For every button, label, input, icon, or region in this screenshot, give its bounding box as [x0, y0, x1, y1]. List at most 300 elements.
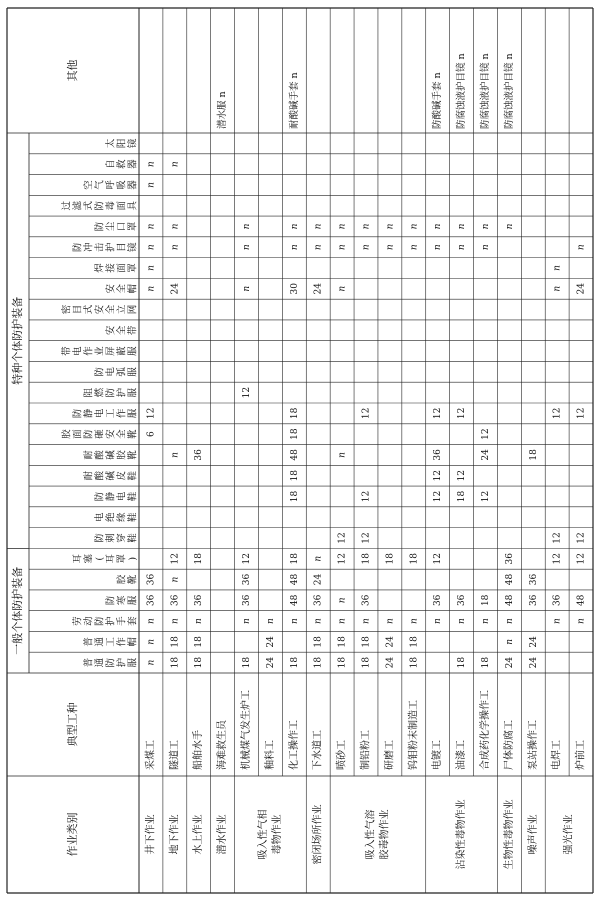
column-header-char: 塞: [83, 554, 95, 564]
column-header-char: 自: [105, 159, 117, 169]
quantity-value: 18: [194, 656, 205, 669]
quantity-value: 36: [146, 594, 157, 607]
mark-n: n: [146, 223, 157, 230]
column-header-char: 吸: [116, 180, 128, 190]
quantity-value: 12: [576, 553, 587, 565]
column-header-char: 防: [94, 367, 106, 377]
work-type-label: 钨钼粉末制造工: [408, 700, 420, 770]
column-header-char: 防: [105, 595, 117, 606]
column-header-char: 耳: [72, 554, 84, 564]
column-header-char: 穿: [116, 533, 128, 543]
column-header-char: 全: [116, 284, 128, 294]
column-header-char: 电: [116, 491, 128, 502]
column-header-char: 酸: [94, 450, 106, 460]
quantity-value: 12: [480, 428, 491, 440]
column-header-char: 靴: [127, 574, 139, 585]
mark-n: n: [552, 618, 563, 624]
quantity-value: 24: [528, 656, 539, 669]
quantity-value: 36: [194, 594, 205, 607]
mark-n: n: [409, 223, 420, 230]
quantity-value: 18: [289, 469, 300, 482]
mark-n: n: [576, 618, 587, 624]
mark-n: n: [242, 223, 253, 230]
quantity-value: 48: [289, 449, 300, 461]
quantity-value: 24: [504, 656, 515, 669]
quantity-value: 18: [337, 636, 348, 648]
column-header-char: 弧: [116, 367, 128, 377]
quantity-value: 12: [242, 553, 253, 565]
column-header-char: 酸: [94, 470, 106, 481]
category-label: 潜水作业: [217, 814, 229, 855]
quantity-value: 18: [385, 553, 396, 565]
column-header-char: 防: [94, 533, 106, 543]
work-type-label: 隧道工: [169, 740, 181, 770]
work-type-label: 合成药化学操作工: [479, 690, 491, 770]
quantity-value: 18: [289, 490, 300, 503]
work-type-label: 船舶水手: [193, 730, 205, 770]
column-header-char: 目: [72, 304, 84, 315]
column-header-char: 面: [72, 429, 84, 439]
mark-n: n: [409, 244, 420, 251]
column-header-char: 绝: [105, 512, 117, 522]
column-header-char: 作: [116, 637, 128, 647]
column-header-char: 器: [127, 159, 139, 169]
column-header-char: 服: [127, 657, 139, 668]
column-header-char: 空: [83, 180, 95, 190]
column-header-char: 护: [105, 616, 117, 626]
quantity-value: 24: [313, 573, 324, 586]
column-header-char: 罩: [127, 221, 139, 232]
column-header-char: 劳: [72, 616, 84, 626]
column-header-char: 燃: [94, 387, 106, 398]
column-header-char: 防: [94, 491, 106, 502]
mark-n: n: [361, 223, 372, 230]
quantity-value: 18: [409, 553, 420, 565]
column-header-char: 式: [83, 304, 95, 315]
column-header-char: 靴: [127, 450, 139, 460]
column-header-char: 砸: [94, 429, 106, 439]
quantity-value: 48: [504, 594, 515, 607]
work-type-label: 电焊工: [551, 740, 563, 770]
category-label: 吸入性气溶: [365, 809, 377, 860]
column-header-char: 面: [116, 263, 128, 273]
quantity-value: 12: [457, 469, 468, 482]
quantity-value: 12: [242, 386, 253, 399]
quantity-value: 24: [265, 636, 276, 648]
column-header-char: 通: [94, 637, 106, 647]
column-header-char: 帽: [127, 637, 139, 647]
other-equipment-value: 防腐蚀液护目镜 n: [479, 53, 491, 129]
mark-n: n: [457, 223, 468, 230]
quantity-value: 18: [289, 428, 300, 440]
column-header-char: 口: [116, 221, 128, 232]
quantity-value: 48: [576, 594, 587, 607]
other-equipment-value: 防腐蚀液护目镜 n: [503, 53, 515, 129]
category-label: 噪声作业: [527, 814, 539, 855]
mark-n: n: [313, 244, 324, 251]
quantity-value: 12: [480, 490, 491, 503]
mark-n: n: [146, 638, 157, 645]
other-equipment-value: 防酸碱手套 n: [432, 72, 444, 129]
mark-n: n: [504, 638, 515, 645]
column-header-char: 工: [105, 408, 117, 419]
column-header-char: 防: [72, 408, 84, 419]
quantity-value: 36: [528, 573, 539, 586]
column-header-char: 缘: [116, 512, 128, 522]
column-header-char: 耐: [83, 470, 95, 481]
column-header-char: 冲: [83, 242, 95, 252]
mark-n: n: [146, 161, 157, 168]
mark-n: n: [313, 555, 324, 562]
column-header-char: 安: [94, 304, 106, 315]
mark-n: n: [242, 285, 253, 292]
column-header-char: 套: [127, 616, 139, 626]
mark-n: n: [385, 618, 396, 624]
column-header-char: 通: [94, 657, 106, 668]
column-header-char: 器: [127, 180, 139, 190]
column-header-char: 带: [61, 346, 73, 356]
category-label: 密闭场所作业: [312, 804, 324, 865]
quantity-value: 6: [146, 431, 157, 438]
column-header-char: 普: [83, 657, 95, 668]
work-type-label: 海难救生员: [217, 720, 229, 770]
mark-n: n: [289, 244, 300, 251]
column-header-char: 安: [105, 325, 117, 336]
mark-n: n: [457, 618, 468, 624]
quantity-value: 24: [385, 636, 396, 648]
worktype-header: 典型工种: [66, 702, 79, 747]
column-header-char: 带: [127, 325, 139, 336]
category-label: 沾染性毒物作业: [456, 799, 468, 870]
mark-n: n: [170, 618, 181, 624]
mark-n: n: [552, 285, 563, 292]
mark-n: n: [170, 244, 181, 251]
mark-n: n: [170, 161, 181, 168]
mark-n: n: [265, 618, 276, 624]
quantity-value: 18: [194, 636, 205, 648]
quantity-value: 18: [289, 407, 300, 420]
quantity-value: 48: [289, 573, 300, 586]
work-type-label: 尸体防腐工: [503, 720, 515, 770]
column-header-char: 工: [105, 637, 117, 647]
quantity-value: 36: [552, 594, 563, 607]
column-header-char: 安: [105, 284, 117, 294]
work-type-label: 釉料工: [264, 740, 276, 770]
column-header-char: (: [94, 556, 106, 561]
mark-n: n: [337, 597, 348, 604]
mark-n: n: [504, 618, 515, 624]
mark-n: n: [576, 244, 587, 251]
column-header-char: 防: [94, 616, 106, 626]
quantity-value: 36: [170, 594, 181, 607]
column-header-char: 护: [116, 387, 128, 398]
column-header-char: 静: [105, 491, 117, 502]
quantity-value: 30: [289, 283, 300, 295]
work-type-label: 炉前工: [575, 740, 587, 770]
category-label: 井下作业: [145, 814, 157, 855]
column-header-char: 电: [94, 408, 106, 419]
quantity-value: 36: [433, 449, 444, 461]
quantity-value: 36: [146, 573, 157, 586]
column-header-char: 碱: [105, 450, 117, 460]
mark-n: n: [242, 618, 253, 624]
quantity-value: 12: [361, 407, 372, 420]
column-header-char: 靴: [127, 429, 139, 439]
column-header-char: 气: [94, 180, 106, 190]
quantity-value: 18: [409, 636, 420, 648]
quantity-value: 12: [552, 532, 563, 544]
quantity-value: 18: [242, 656, 253, 669]
column-header-char: 动: [83, 616, 95, 626]
quantity-value: 12: [433, 553, 444, 565]
column-header-char: 作: [116, 408, 128, 419]
quantity-value: 36: [528, 594, 539, 607]
column-header-char: 碱: [105, 470, 117, 481]
other-equipment-value: 防腐蚀液护目镜 n: [456, 53, 468, 129]
column-header-char: 业: [94, 346, 106, 356]
mark-n: n: [480, 223, 491, 230]
column-header-char: 网: [127, 304, 139, 315]
category-label: 地下作业: [169, 814, 181, 855]
column-header-char: 尘: [105, 221, 117, 232]
quantity-value: 18: [361, 553, 372, 565]
column-header-char: 静: [83, 408, 95, 419]
quantity-value: 12: [170, 553, 181, 565]
mark-n: n: [337, 452, 348, 458]
column-header-char: 密: [61, 304, 73, 315]
quantity-value: 18: [361, 656, 372, 669]
column-header-char: 全: [116, 325, 128, 336]
quantity-value: 36: [433, 594, 444, 607]
mark-n: n: [146, 618, 157, 624]
mark-n: n: [552, 265, 563, 271]
column-header-char: 太: [105, 138, 117, 149]
quantity-value: 12: [433, 490, 444, 503]
column-header-char: 过: [61, 200, 73, 211]
special-equipment-header: 特种个体防护装备: [11, 296, 24, 385]
mark-n: n: [242, 244, 253, 251]
quantity-value: 18: [480, 656, 491, 669]
mark-n: n: [146, 285, 157, 292]
mark-n: n: [385, 244, 396, 251]
quantity-value: 36: [242, 573, 253, 586]
column-header-char: 电: [72, 346, 84, 356]
work-type-label: 制铅粉工: [360, 730, 372, 770]
work-type-label: 下水道工: [312, 730, 324, 770]
column-header-char: 阻: [83, 387, 95, 398]
mark-n: n: [337, 244, 348, 251]
mark-n: n: [337, 618, 348, 624]
quantity-value: 18: [170, 636, 181, 648]
column-header-char: 普: [83, 637, 95, 647]
work-type-label: 机械煤气发生炉工: [241, 690, 253, 770]
work-type-label: 化工操作工: [288, 720, 300, 770]
column-header-char: 服: [127, 346, 139, 356]
quantity-value: 18: [194, 553, 205, 565]
quantity-value: 36: [242, 594, 253, 607]
column-header-char: 防: [105, 657, 117, 668]
column-header-char: 镜: [127, 242, 139, 252]
quantity-value: 24: [480, 449, 491, 461]
work-type-label: 电镀工: [432, 740, 444, 770]
quantity-value: 48: [289, 594, 300, 607]
general-equipment-header: 一般个体防护装备: [11, 566, 24, 655]
column-header-char: 帽: [127, 284, 139, 294]
column-header-char: 焊: [94, 263, 106, 273]
mark-n: n: [146, 182, 157, 188]
column-header-char: 胶: [61, 429, 73, 439]
quantity-value: 12: [552, 407, 563, 420]
mark-n: n: [385, 223, 396, 230]
column-header-char: 防: [94, 200, 106, 211]
column-header-char: 救: [116, 159, 128, 169]
quantity-value: 24: [576, 283, 587, 295]
column-header-char: 防: [94, 221, 106, 232]
column-header-char: 罩: [127, 263, 139, 273]
quantity-value: 12: [552, 553, 563, 565]
column-header-char: 鞋: [127, 512, 139, 522]
quantity-value: 12: [337, 532, 348, 544]
quantity-value: 18: [361, 636, 372, 648]
quantity-value: 24: [170, 283, 181, 295]
work-type-label: 喷砂工: [336, 740, 348, 770]
mark-n: n: [433, 244, 444, 251]
other-equipment-value: 耐酸碱手套 n: [288, 72, 300, 129]
mark-n: n: [289, 223, 300, 230]
mark-n: n: [289, 618, 300, 624]
column-header-char: 电: [94, 512, 106, 522]
quantity-value: 12: [146, 407, 157, 420]
quantity-value: 12: [433, 469, 444, 482]
column-header-char: 服: [127, 367, 139, 377]
category-label: 水上作业: [193, 814, 205, 855]
quantity-value: 18: [528, 449, 539, 461]
column-header-char: 具: [127, 200, 139, 211]
category-label: 生物性毒物作业: [503, 799, 515, 870]
column-header-char: 手: [116, 616, 128, 626]
quantity-value: 18: [313, 636, 324, 648]
column-header-char: 面: [116, 200, 128, 211]
mark-n: n: [504, 223, 515, 230]
mark-n: n: [361, 618, 372, 624]
mark-n: n: [337, 223, 348, 230]
column-header-char: 目: [116, 242, 128, 252]
mark-n: n: [337, 285, 348, 292]
column-header-char: 胶: [116, 574, 128, 585]
quantity-value: 12: [361, 490, 372, 503]
column-header-char: 全: [116, 429, 128, 439]
column-header-char: 接: [105, 263, 117, 273]
column-header-char: 护: [116, 657, 128, 668]
mark-n: n: [433, 223, 444, 230]
category-label: 强光作业: [563, 814, 575, 855]
mark-n: n: [457, 244, 468, 251]
column-header-char: 电: [105, 367, 117, 377]
column-header-char: 胶: [116, 450, 128, 460]
quantity-value: 36: [313, 594, 324, 607]
mark-n: n: [170, 223, 181, 230]
work-type-label: 研磨工: [384, 740, 396, 770]
mark-n: n: [480, 244, 491, 251]
mark-n: n: [170, 576, 181, 583]
column-header-char: 呼: [105, 180, 117, 190]
rotated-table: [7, 8, 593, 893]
column-header-char: 耳: [105, 554, 117, 564]
column-header-char: 防: [105, 387, 117, 398]
category-label: 毒物作业: [271, 814, 283, 855]
column-header-char: 安: [105, 429, 117, 439]
column-header-char: 鞋: [127, 533, 139, 543]
quantity-value: 48: [504, 573, 515, 586]
column-header-char: 皮: [116, 470, 128, 481]
quantity-value: 24: [385, 656, 396, 669]
column-header-char: 全: [105, 304, 117, 315]
mark-n: n: [146, 659, 157, 666]
quantity-value: 36: [457, 594, 468, 607]
mark-n: n: [313, 223, 324, 230]
work-type-label: 油漆工: [456, 740, 468, 770]
quantity-value: 18: [289, 656, 300, 669]
column-header-char: 鞋: [127, 470, 139, 481]
quantity-value: 12: [337, 553, 348, 565]
mark-n: n: [170, 452, 181, 458]
column-header-char: 耐: [83, 450, 95, 460]
quantity-value: 24: [265, 656, 276, 669]
quantity-value: 18: [409, 656, 420, 669]
work-type-label: 泵站操作工: [527, 720, 539, 770]
column-header-char: 作: [83, 346, 95, 356]
column-header-char: 服: [127, 408, 139, 419]
column-header-char: 防: [72, 242, 84, 252]
mark-n: n: [433, 618, 444, 624]
quantity-value: 36: [361, 594, 372, 607]
mark-n: n: [146, 244, 157, 251]
column-header-char: 护: [105, 242, 117, 252]
quantity-value: 18: [457, 656, 468, 669]
mark-n: n: [194, 618, 205, 624]
column-header-char: 罩: [116, 554, 128, 564]
mark-n: n: [480, 618, 491, 624]
quantity-value: 24: [528, 636, 539, 648]
column-header-char: 鞋: [127, 491, 139, 502]
quantity-value: 12: [576, 407, 587, 420]
other-header: 其他: [66, 59, 79, 82]
column-header-char: 服: [127, 387, 139, 398]
column-header-char: 刺: [105, 533, 117, 543]
quantity-value: 36: [194, 449, 205, 461]
quantity-value: 18: [457, 490, 468, 503]
column-header-char: 阳: [116, 138, 128, 149]
quantity-value: 12: [361, 532, 372, 544]
quantity-value: 24: [313, 283, 324, 295]
column-header-char: ): [127, 556, 139, 561]
quantity-value: 12: [433, 407, 444, 420]
quantity-value: 12: [576, 532, 587, 544]
column-header-char: 屏: [105, 346, 117, 356]
column-header-char: 服: [127, 595, 139, 606]
quantity-value: 18: [313, 656, 324, 669]
column-header-char: 立: [116, 304, 128, 315]
mark-n: n: [409, 618, 420, 624]
column-header-char: 击: [94, 242, 106, 252]
work-type-label: 采煤工: [145, 740, 157, 770]
column-header-char: 毒: [105, 200, 117, 211]
category-label: 吸入性气相: [257, 809, 269, 860]
column-header-char: 滤: [72, 200, 84, 211]
column-header-char: 寒: [116, 595, 128, 606]
column-header-char: 防: [83, 429, 95, 439]
quantity-value: 18: [289, 553, 300, 565]
